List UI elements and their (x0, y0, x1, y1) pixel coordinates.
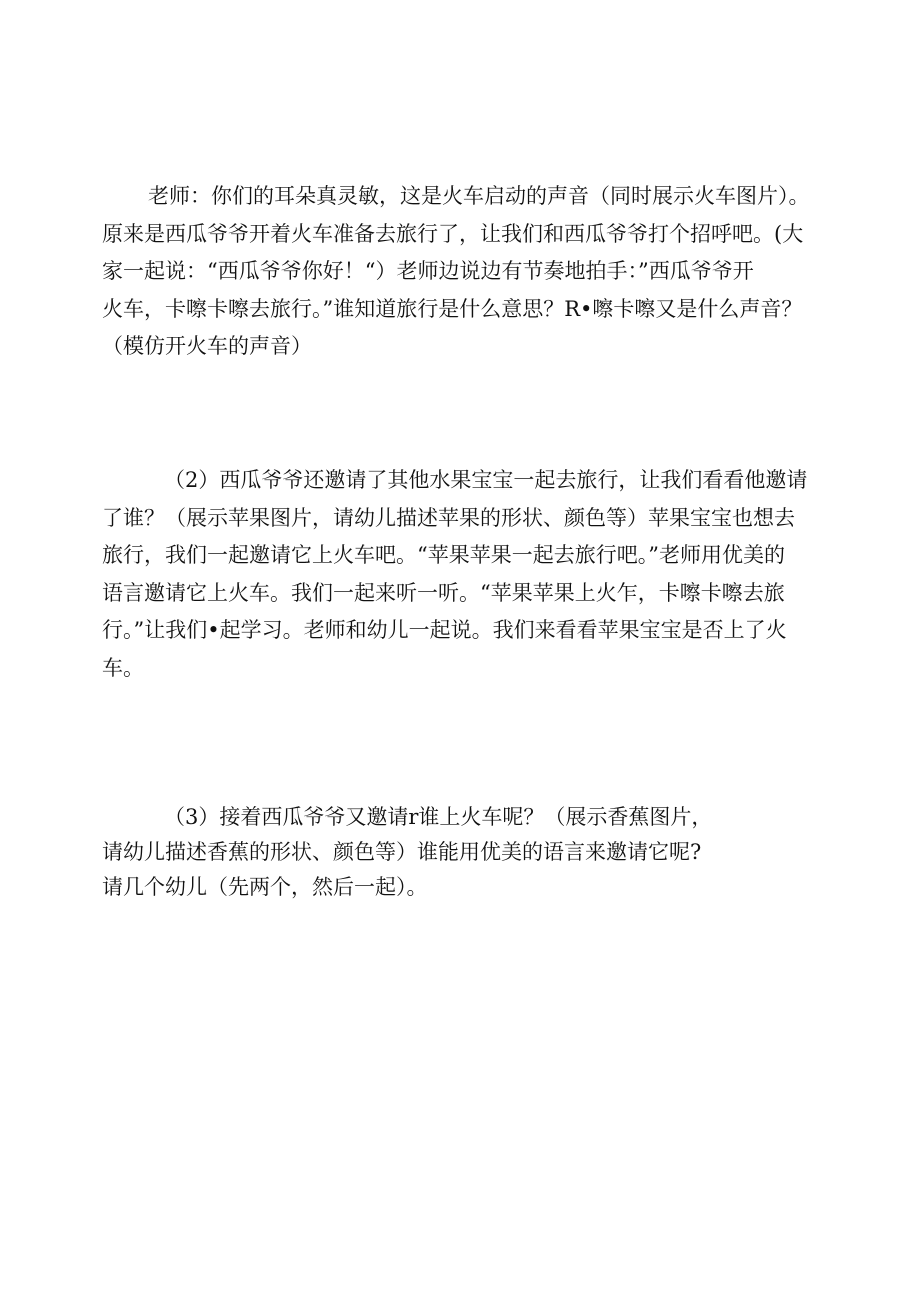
paragraph-line: 老师：你们的耳朵真灵敏，这是火车启动的声音（同时展示火车图片）。 (148, 184, 810, 208)
paragraph-line: 请几个幼儿（先两个，然后一起）。 (102, 875, 428, 899)
paragraph-line: 了谁？（展示苹果图片，请幼儿描述苹果的形状、颜色等）苹果宝宝也想去 (102, 505, 795, 530)
paragraph-line: 车。 (102, 655, 144, 680)
paragraph-line: （模仿开火车的声音） (102, 334, 312, 358)
paragraph-line: 原来是西瓜爷爷开着火车准备去旅行了，让我们和西瓜爷爷打个招呼吧。(大 (102, 221, 804, 246)
paragraph-line: 家一起说：“西瓜爷爷你好！“）老师边说边有节奏地拍手：”西瓜爷爷开 (102, 259, 754, 283)
paragraph-line: 行。”让我们•起学习。老师和幼儿一起说。我们来看看苹果宝宝是否上了火 (102, 618, 787, 642)
paragraph-1 (102, 178, 842, 366)
paragraph-line: （3）接着西瓜爷爷又邀请r谁上火车呢？（展示香蕉图片， (164, 805, 713, 829)
paragraph-line: （2）西瓜爷爷还邀请了其他水果宝宝一起去旅行，让我们看看他邀请 (164, 468, 808, 492)
paragraph-3 (102, 800, 842, 905)
paragraph-line: 请幼儿描述香蕉的形状、颜色等）谁能用优美的语言来邀请它呢? (102, 840, 702, 864)
paragraph-line: 旅行，我们一起邀请它上火车吧。“苹果苹果一起去旅行吧。”老师用优美的 (102, 543, 785, 567)
paragraph-line: 语言邀请它上火车。我们一起来听一听。“苹果苹果上火乍，卡嚓卡嚓去旅 (102, 580, 785, 605)
paragraph-line: 火车，卡嚓卡嚓去旅行。”谁知道旅行是什么意思？R•嚓卡嚓又是什么声音？ (102, 296, 803, 321)
paragraph-2 (102, 462, 842, 687)
